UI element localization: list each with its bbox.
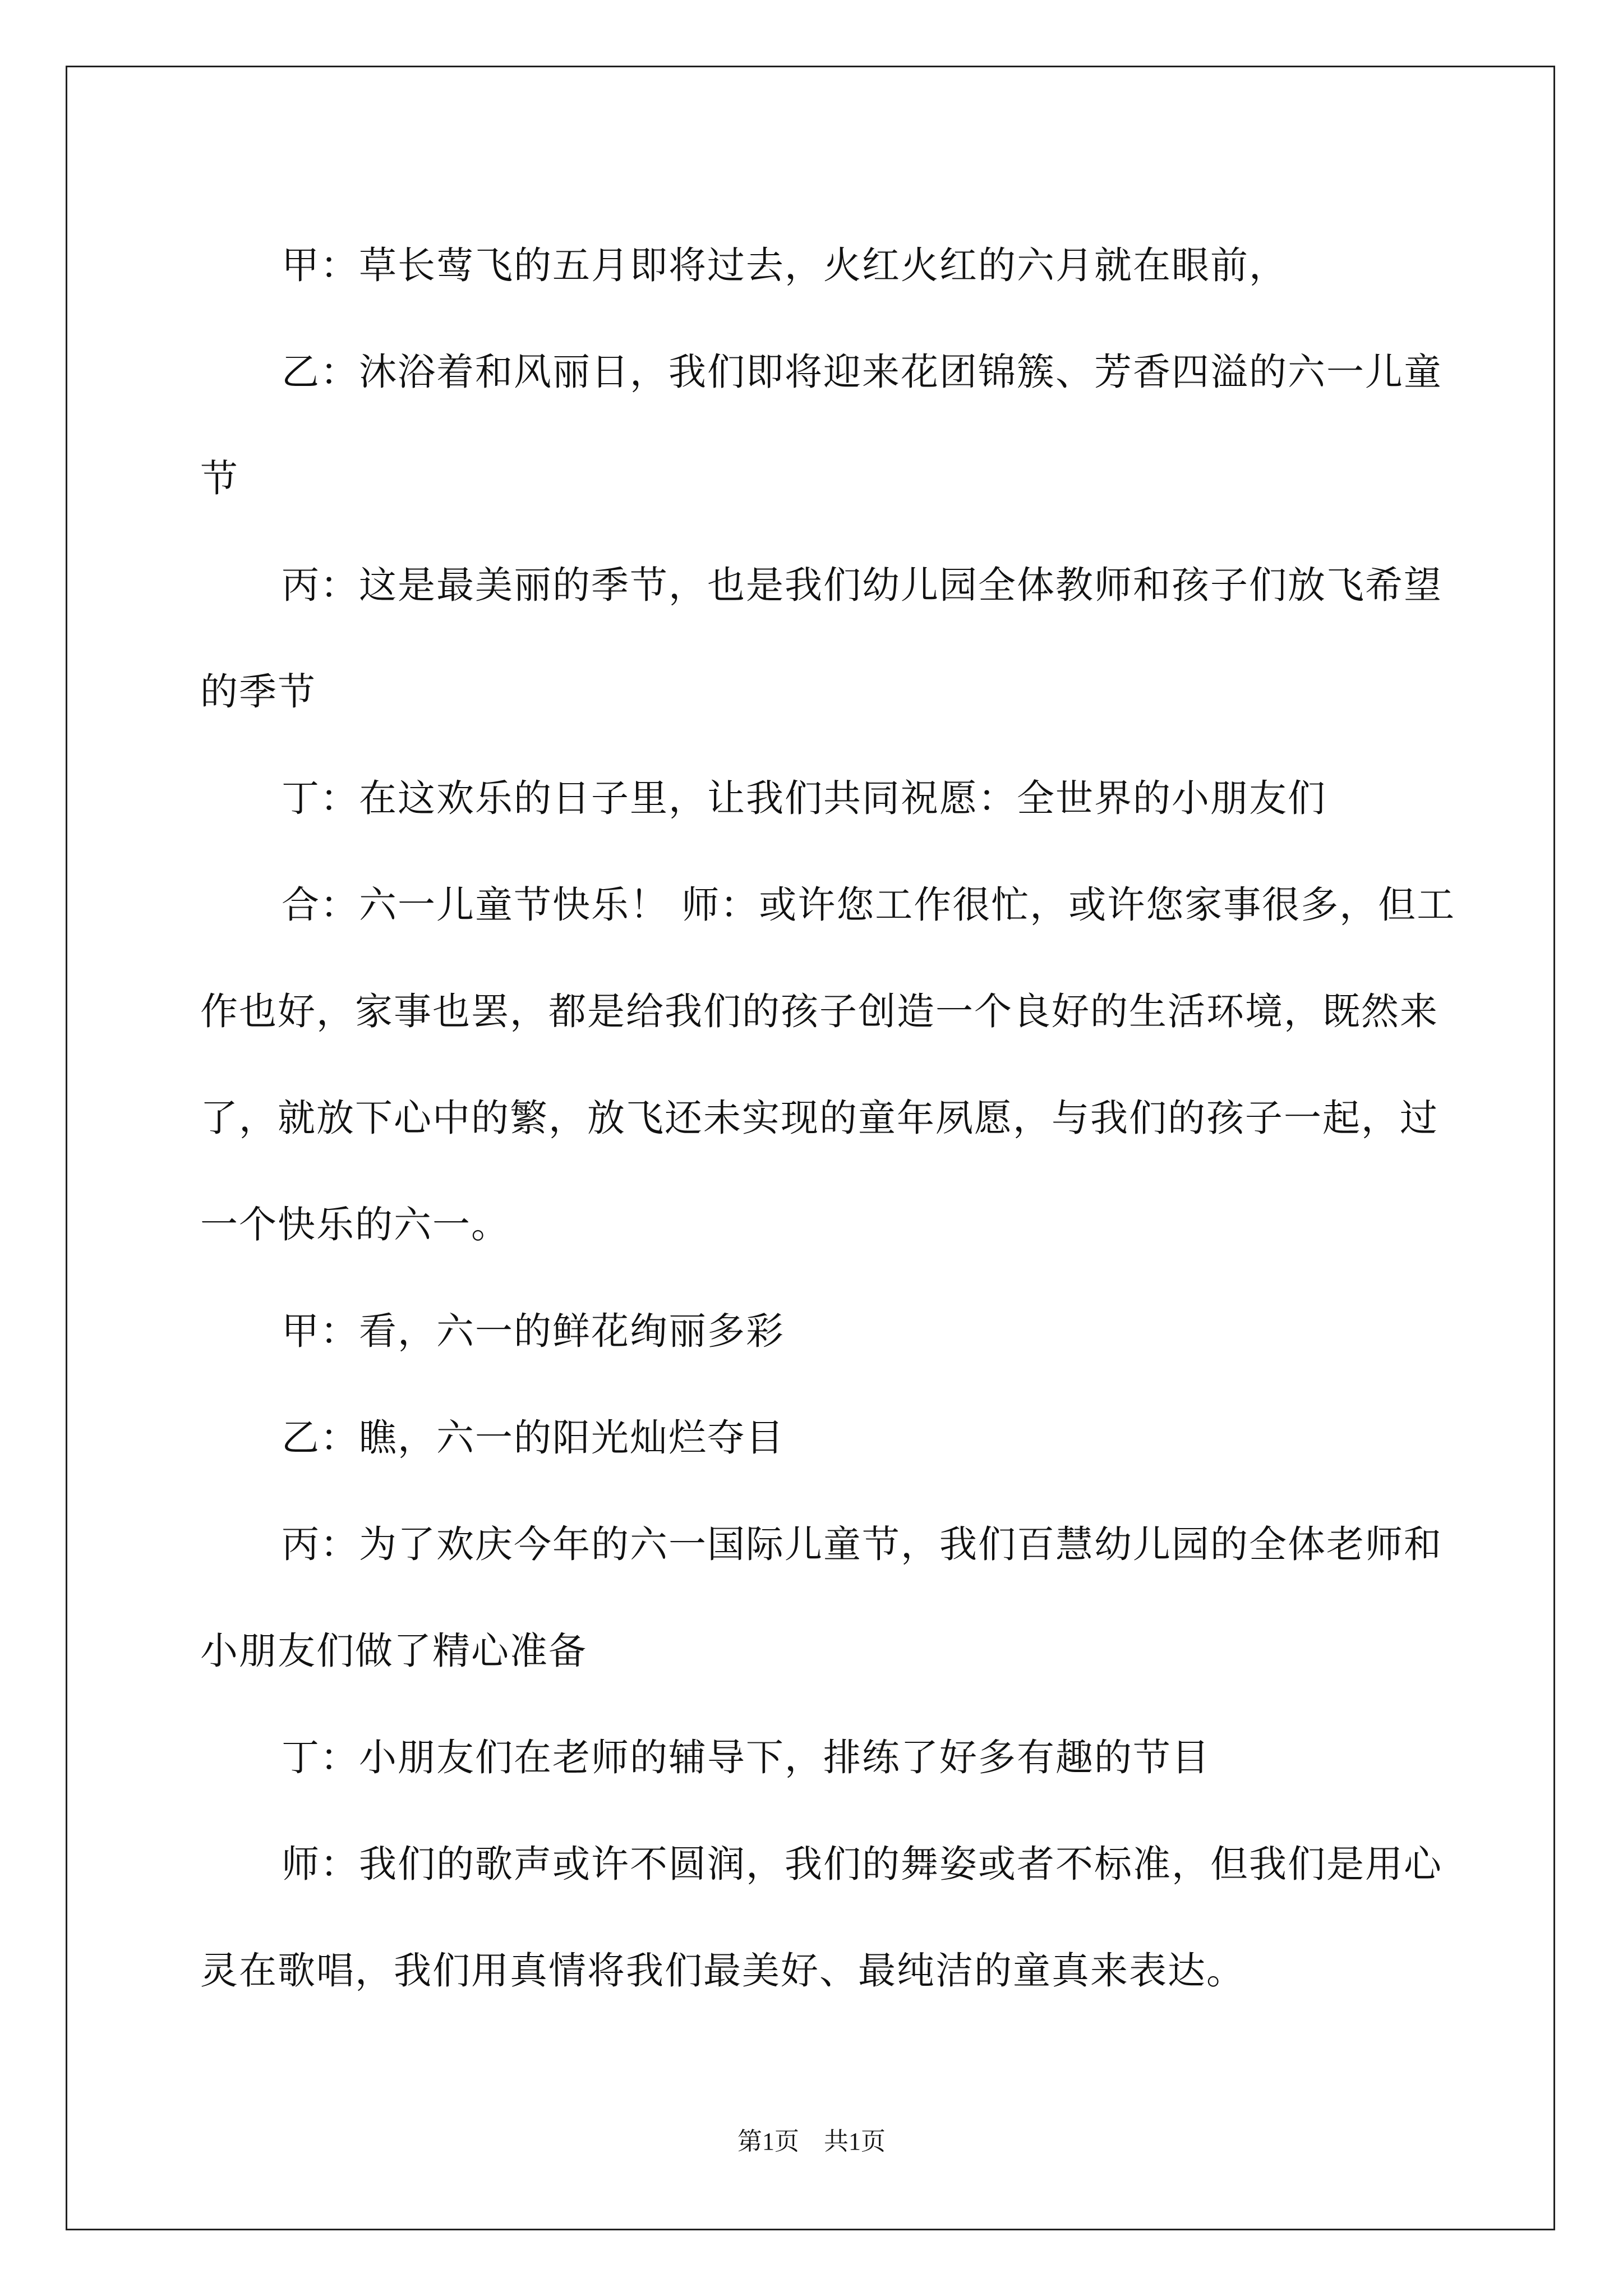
paragraph: 丁：小朋友们在老师的辅导下，排练了好多有趣的节目	[282, 1736, 1210, 1779]
paragraph: 合：六一儿童节快乐！ 师：或许您工作很忙，或许您家事很多，但工作也好，家事也罢，都是给我们的孩子创造一个良好的生活环境，既然来了，就放下心中的繁，放飞还未实现的童年夙愿，与我们的孩子一起，过一个快乐的六一。	[200, 883, 1456, 1246]
paragraph: 丙：为了欢庆今年的六一国际儿童节，我们百慧幼儿园的全体老师和小朋友们做了精心准备	[200, 1522, 1442, 1673]
page-number: 第1页 共1页	[737, 2128, 886, 2155]
paragraph: 乙：瞧，六一的阳光灿烂夺目	[282, 1416, 785, 1460]
paragraph: 甲：看，六一的鲜花绚丽多彩	[282, 1309, 785, 1353]
paragraph: 师：我们的歌声或许不圆润，我们的舞姿或者不标准，但我们是用心灵在歌唱，我们用真情将我们最美好、最纯洁的童真来表达。	[200, 1842, 1442, 1993]
paragraph: 甲：草长莺飞的五月即将过去，火红火红的六月就在眼前，	[282, 243, 1288, 287]
paragraph: 乙：沐浴着和风丽日，我们即将迎来花团锦簇、芳香四溢的六一儿童节	[200, 350, 1442, 500]
paragraph: 丁：在这欢乐的日子里，让我们共同祝愿：全世界的小朋友们	[282, 776, 1326, 820]
document-body	[200, 212, 1468, 2024]
paragraph: 丙：这是最美丽的季节，也是我们幼儿园全体教师和孩子们放飞希望的季节	[200, 563, 1442, 714]
